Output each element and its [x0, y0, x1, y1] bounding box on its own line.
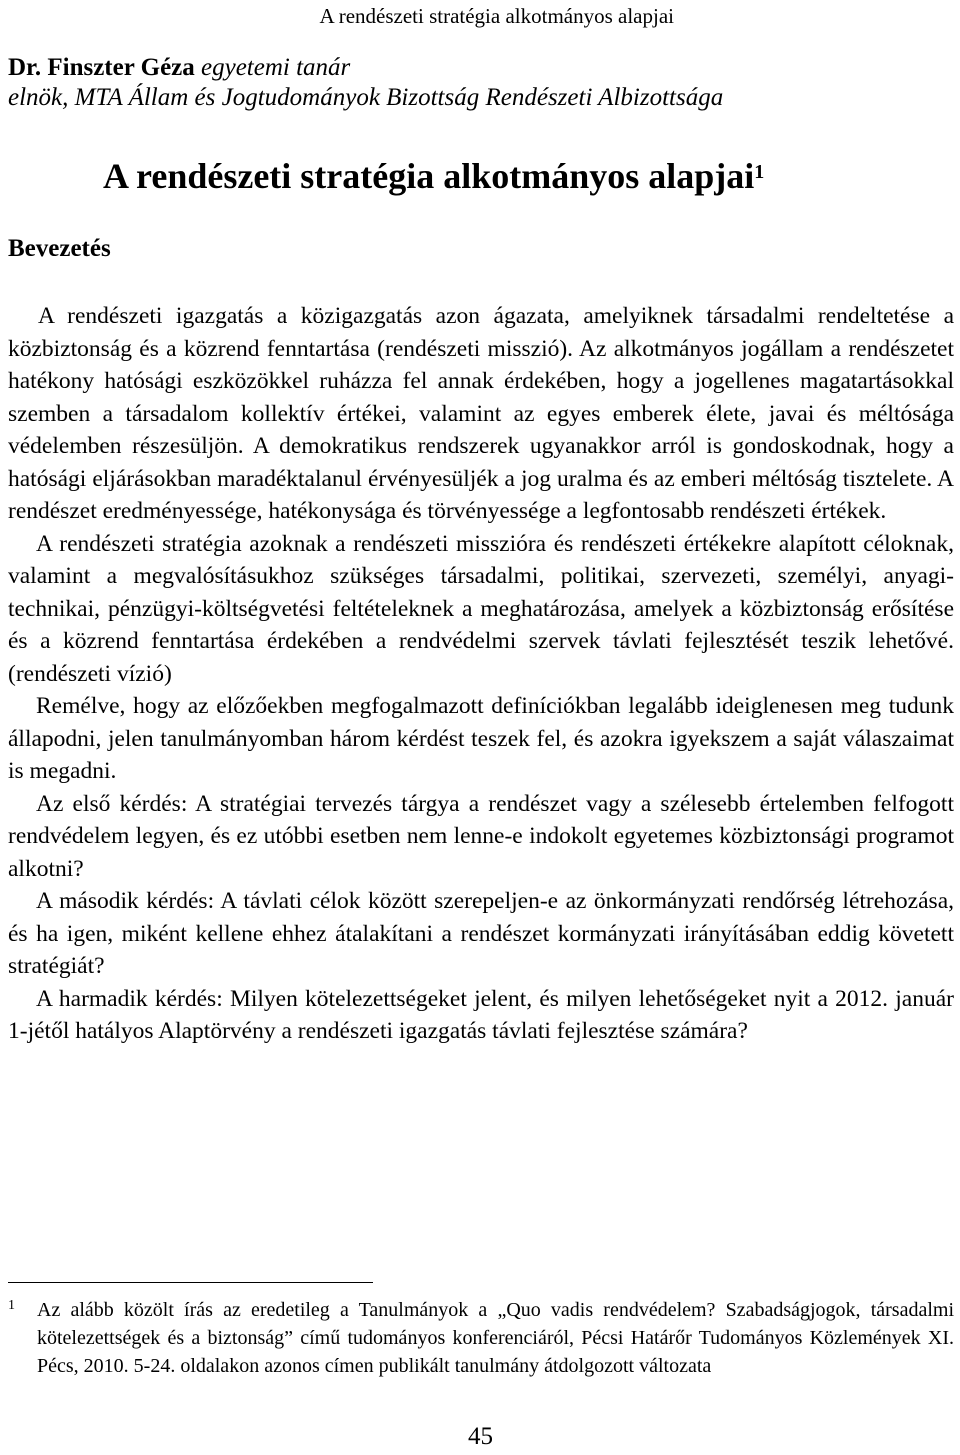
paragraph: A második kérdés: A távlati célok között szerepeljen-e az önkormányzati rendőrség létrehozása, és ha igen, miként kellene ehhez átalakítani a rendészet kormányzati irányításában eddig követett stratégiát? — [8, 888, 954, 979]
author-role: egyetemi tanár — [194, 54, 351, 81]
title-footnote-mark: 1 — [754, 161, 765, 183]
title-text: A rendészeti stratégia alkotmányos alapjai — [103, 156, 755, 196]
page-number: 45 — [468, 1423, 493, 1450]
footnote — [8, 1296, 954, 1380]
running-header: A rendészeti stratégia alkotmányos alapjai — [319, 4, 674, 28]
footnote-text: Az alább közölt írás az eredetileg a Tanulmányok a „Quo vadis rendvédelem? Szabadságjogok, társadalmi kötelezettségek és a biztonság” című tudományos konferenciáról, Pécsi Határőr Tudományos Közlemények XI. Pécs, 2010. 5-24. oldalakon azonos címen publikált tanulmány átdolgozott változata — [37, 1299, 954, 1377]
author-affiliation: elnök, MTA Állam és Jogtudományok Bizottság Rendészeti Albizottsága — [8, 84, 724, 111]
page-title — [103, 152, 764, 200]
paragraph: Az első kérdés: A stratégiai tervezés tárgya a rendészet vagy a szélesebb értelemben felfogott rendvédelem legyen, és ez utóbbi esetben nem lenne-e indokolt egyetemes közbiztonsági programot alkotni? — [8, 790, 954, 882]
body-text — [8, 300, 954, 1048]
section-heading: Bevezetés — [8, 235, 111, 262]
paragraph: A rendészeti stratégia azoknak a rendészeti misszióra és rendészeti értékekre alapított céloknak, valamint a megvalósításukhoz szükséges társadalmi, politikai, szervezeti, személyi, anyagi-technikai, pénzügyi-költségvetési feltételeknek a meghatározása, amelyek a közbiztonság erősítése és a közrend fenntartása érdekében a rendvédelmi szervek távlati fejlesztését teszik lehetővé. (rendészeti vízió) — [8, 530, 954, 687]
paragraph: Remélve, hogy az előzőekben megfogalmazott definíciókban legalább ideiglenesen meg tudunk állapodni, jelen tanulmányomban három kérdést teszek fel, és azokra igyekszem a saját válaszaimat is megadni. — [8, 693, 954, 784]
footnote-number: 1 — [8, 1298, 15, 1313]
author-line — [8, 52, 350, 84]
footnote-divider — [8, 1282, 373, 1283]
paragraph: A rendészeti igazgatás a közigazgatás azon ágazata, amelyiknek társadalmi rendeltetése a közbiztonság és a közrend fenntartása (rendészeti misszió). Az alkotmányos jogállam a rendészetet hatékony hatósági eszközökkel ruházza fel annak érdekében, hogy a jogellenes magatartásokkal szemben a társadalom kollektív értékei, valamint az egyes emberek élete, javai és méltósága védelemben részesüljön. A demokratikus rendszerek ugyanakkor arról is gondoskodnak, hogy a hatósági eljárásokban maradéktalanul érvényesüljék a jog uralma és az emberi méltóság tisztelete. A rendészet eredményessége, hatékonysága és törvényessége a legfontosabb rendészeti értékek. — [8, 303, 954, 524]
paragraph: A harmadik kérdés: Milyen kötelezettségeket jelent, és milyen lehetőségeket nyit a 2012. január 1-jétől hatályos Alaptörvény a rendészeti igazgatás távlati fejlesztése számára? — [8, 985, 954, 1044]
author-name: Dr. Finszter Géza — [8, 54, 195, 81]
